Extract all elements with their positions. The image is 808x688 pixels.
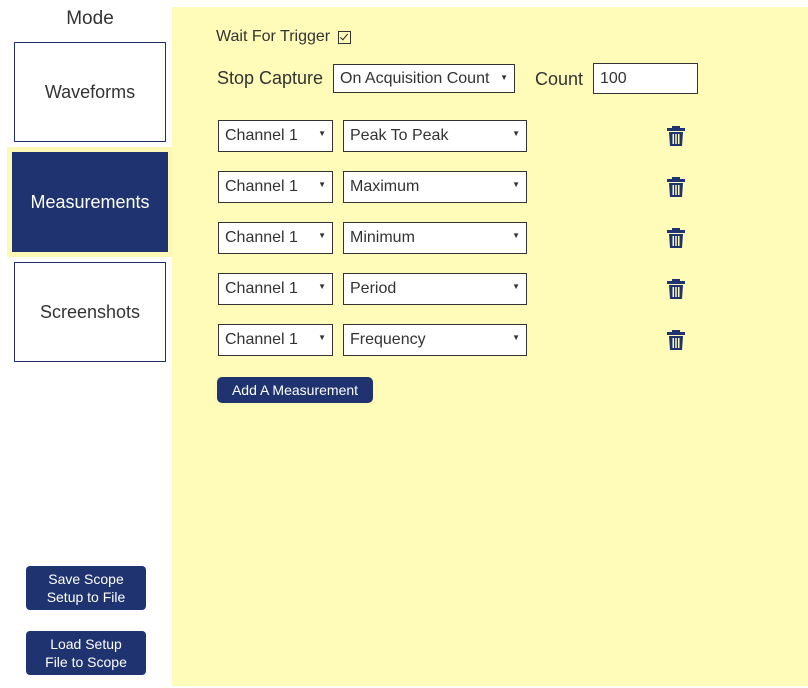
mode-heading: Mode — [66, 8, 114, 29]
chevron-down-icon: ▼ — [318, 282, 326, 291]
measurement-row — [172, 222, 808, 254]
stop-capture-label: Stop Capture — [217, 68, 324, 88]
trash-icon[interactable] — [667, 279, 685, 299]
channel-select[interactable] — [218, 120, 333, 152]
measurement-type-value: Maximum — [350, 178, 420, 195]
measurement-type-select[interactable] — [343, 273, 527, 305]
stop-capture-select[interactable] — [333, 64, 515, 93]
mode-measurements-button[interactable]: Measurements — [12, 152, 168, 252]
save-setup-button[interactable]: Save Scope Setup to File — [26, 566, 146, 610]
measurement-row — [172, 120, 808, 152]
channel-select[interactable] — [218, 222, 333, 254]
count-input[interactable] — [593, 63, 698, 94]
chevron-down-icon: ▼ — [318, 231, 326, 240]
measurement-row — [172, 324, 808, 356]
measurement-type-value: Period — [350, 280, 397, 297]
trash-icon[interactable] — [667, 126, 685, 146]
chevron-down-icon: ▼ — [500, 73, 508, 82]
wait-for-trigger-row — [216, 28, 351, 46]
measurement-type-value: Minimum — [350, 229, 415, 246]
channel-value: Channel 1 — [225, 280, 298, 297]
chevron-down-icon: ▼ — [512, 129, 520, 138]
load-setup-button[interactable]: Load Setup File to Scope — [26, 631, 146, 675]
channel-value: Channel 1 — [225, 229, 298, 246]
add-measurement-button[interactable]: Add A Measurement — [217, 377, 373, 403]
measurements-panel — [172, 7, 808, 686]
measurement-type-select[interactable] — [343, 324, 527, 356]
chevron-down-icon: ▼ — [512, 333, 520, 342]
chevron-down-icon: ▼ — [512, 180, 520, 189]
chevron-down-icon: ▼ — [512, 231, 520, 240]
trash-icon[interactable] — [667, 177, 685, 197]
sidebar — [0, 0, 172, 688]
channel-value: Channel 1 — [225, 178, 298, 195]
channel-select[interactable] — [218, 273, 333, 305]
trash-icon[interactable] — [667, 228, 685, 248]
trash-icon[interactable] — [667, 330, 685, 350]
channel-value: Channel 1 — [225, 331, 298, 348]
mode-waveforms-button[interactable]: Waveforms — [14, 42, 166, 142]
wait-for-trigger-checkbox[interactable] — [338, 31, 351, 44]
measurement-type-select[interactable] — [343, 120, 527, 152]
measurement-type-select[interactable] — [343, 171, 527, 203]
wait-for-trigger-label: Wait For Trigger — [216, 28, 331, 45]
channel-value: Channel 1 — [225, 127, 298, 144]
channel-select[interactable] — [218, 324, 333, 356]
measurement-row — [172, 273, 808, 305]
chevron-down-icon: ▼ — [512, 282, 520, 291]
measurement-type-select[interactable] — [343, 222, 527, 254]
chevron-down-icon: ▼ — [318, 129, 326, 138]
chevron-down-icon: ▼ — [318, 333, 326, 342]
count-label: Count — [535, 69, 584, 89]
measurement-type-value: Frequency — [350, 331, 426, 348]
measurement-type-value: Peak To Peak — [350, 127, 449, 144]
chevron-down-icon: ▼ — [318, 180, 326, 189]
mode-screenshots-button[interactable]: Screenshots — [14, 262, 166, 362]
measurement-row — [172, 171, 808, 203]
channel-select[interactable] — [218, 171, 333, 203]
stop-capture-value: On Acquisition Count — [340, 70, 490, 87]
